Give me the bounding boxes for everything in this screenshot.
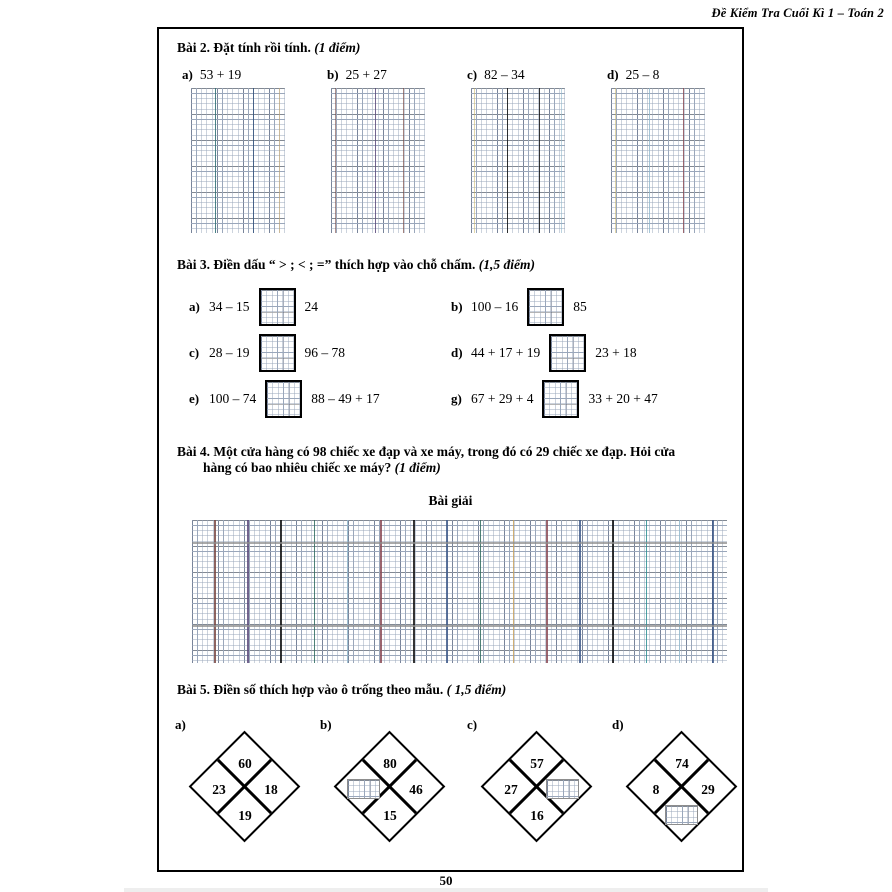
bai3-item-label: c) <box>189 345 200 360</box>
bai4-heading-line2 <box>203 460 733 476</box>
diamond-value-left: 23 <box>212 782 226 797</box>
grid-accent-line <box>683 88 684 233</box>
footer-divider-strip <box>124 888 768 892</box>
bai3-heading <box>177 257 535 273</box>
bai3-row <box>171 284 731 330</box>
grid-accent-line <box>615 88 616 233</box>
bai2-worksheet-grid-d[interactable] <box>611 88 705 233</box>
bai2-heading <box>177 40 360 56</box>
bai3-answer-blank[interactable] <box>527 288 564 326</box>
bai5-heading <box>177 682 506 698</box>
bai3-right-expression: 85 <box>573 299 587 314</box>
bai3-item-a <box>189 284 318 330</box>
grid-accent-line <box>507 88 508 233</box>
bai3-left-expression: 28 – 19 <box>209 345 250 360</box>
grid-accent-line <box>474 88 475 233</box>
bai4-solution-label: Bài giải <box>428 493 473 508</box>
grid-accent-rule <box>192 625 727 627</box>
bai2-problem-d <box>607 66 659 84</box>
bai3-item-label: d) <box>451 345 463 360</box>
grid-accent-line <box>375 88 376 233</box>
worksheet-page-frame <box>157 27 744 872</box>
bai3-item-b <box>451 284 587 330</box>
bai3-item-e <box>189 376 380 422</box>
diamond-value-bottom: 15 <box>383 808 397 823</box>
bai2-problem-label: d) <box>607 67 619 82</box>
bai2-points: (1 điểm) <box>314 40 361 55</box>
bai2-worksheet-grid-b[interactable] <box>331 88 425 233</box>
bai3-right-expression: 96 – 78 <box>304 345 345 360</box>
bai2-problem-c <box>467 66 525 84</box>
diamond-figure <box>189 731 301 843</box>
bai3-heading-text: Bài 3. Điền dấu “ > ; < ; =” thích hợp vào chỗ chấm. <box>177 257 476 272</box>
diamond-blank-cell-right[interactable] <box>546 779 579 799</box>
diamond-value-top: 80 <box>383 756 397 771</box>
bai3-right-expression: 33 + 20 + 47 <box>588 391 658 406</box>
bai5-item-label: a) <box>175 717 186 732</box>
diamond-value-top: 57 <box>530 756 544 771</box>
diamond-figure <box>481 731 593 843</box>
grid-accent-line <box>403 88 404 233</box>
bai4-answer-grid[interactable] <box>192 520 727 663</box>
bai3-answer-blank[interactable] <box>259 334 296 372</box>
bai4-heading <box>177 444 733 476</box>
bai2-problem-expression: 53 + 19 <box>199 67 242 82</box>
diamond-value-right: 18 <box>264 782 278 797</box>
bai4-points: (1 điểm) <box>394 460 441 476</box>
bai2-heading-text: Bài 2. Đặt tính rồi tính. <box>177 40 311 55</box>
bai2-problem-label: a) <box>182 67 193 82</box>
grid-accent-rule <box>192 542 727 544</box>
bai5-heading-text: Bài 5. Điền số thích hợp vào ô trống theo mẫu. <box>177 682 444 697</box>
bai2-problem-b <box>327 66 387 84</box>
bai3-item-c <box>189 330 345 376</box>
bai5-diamond-b <box>312 717 457 857</box>
bai5-diamonds-row <box>167 717 741 857</box>
bai2-problem-expression: 82 – 34 <box>484 67 525 82</box>
bai3-item-label: b) <box>451 299 463 314</box>
diamond-figure <box>626 731 738 843</box>
bai2-problem-label: b) <box>327 67 339 82</box>
diamond-value-right: 29 <box>701 782 715 797</box>
bai3-left-expression: 100 – 16 <box>471 299 519 314</box>
bai3-row <box>171 376 731 422</box>
bai3-left-expression: 34 – 15 <box>209 299 250 314</box>
bai2-worksheet-grid-a[interactable] <box>191 88 285 233</box>
bai3-right-expression: 23 + 18 <box>595 345 637 360</box>
grid-accent-line <box>539 88 540 233</box>
diamond-blank-cell-left[interactable] <box>347 779 380 799</box>
bai3-right-expression: 88 – 49 + 17 <box>311 391 380 406</box>
bai3-answer-blank[interactable] <box>542 380 579 418</box>
diamond-value-bottom: 19 <box>238 808 252 823</box>
grid-accent-line <box>279 88 280 233</box>
bai2-worksheet-grid-c[interactable] <box>471 88 565 233</box>
bai3-item-label: e) <box>189 391 200 406</box>
bai2-problem-a <box>182 66 241 84</box>
bai3-left-expression: 67 + 29 + 4 <box>471 391 534 406</box>
diamond-value-right: 46 <box>409 782 423 797</box>
bai3-points: (1,5 điểm) <box>478 257 535 272</box>
bai3-row <box>171 330 731 376</box>
document-header-title: Đề Kiểm Tra Cuối Kì 1 – Toán 2 <box>711 6 884 20</box>
bai3-answer-blank[interactable] <box>549 334 586 372</box>
bai3-item-d <box>451 330 637 376</box>
bai3-item-label: g) <box>451 391 462 406</box>
grid-accent-line <box>215 88 216 233</box>
bai3-right-expression: 24 <box>304 299 318 314</box>
bai4-heading-line2-text: hàng có bao nhiêu chiếc xe máy? <box>203 460 392 476</box>
diamond-value-bottom: 16 <box>530 808 544 823</box>
bai4-heading-line1: Bài 4. Một cửa hàng có 98 chiếc xe đạp và xe máy, trong đó có 29 chiếc xe đạp. Hỏi cửa <box>177 444 676 459</box>
diamond-value-left: 27 <box>504 782 518 797</box>
grid-accent-line <box>253 88 254 233</box>
bai2-problem-label: c) <box>467 67 478 82</box>
bai5-diamond-d <box>604 717 749 857</box>
diamond-value-top: 60 <box>238 756 252 771</box>
grid-accent-line <box>649 88 650 233</box>
bai3-answer-blank[interactable] <box>259 288 296 326</box>
bai2-problem-expression: 25 – 8 <box>625 67 660 82</box>
bai5-points: ( 1,5 điểm) <box>446 682 507 697</box>
bai5-item-label: b) <box>320 717 332 732</box>
diamond-blank-cell-bottom[interactable] <box>665 805 698 825</box>
bai2-answer-grids <box>177 88 729 236</box>
bai3-item-g <box>451 376 658 422</box>
bai3-left-expression: 44 + 17 + 19 <box>471 345 541 360</box>
bai5-item-label: d) <box>612 717 624 732</box>
bai5-diamond-c <box>459 717 604 857</box>
page-number: 50 <box>439 873 453 888</box>
bai5-diamond-a <box>167 717 312 857</box>
bai3-item-label: a) <box>189 299 200 314</box>
bai5-item-label: c) <box>467 717 478 732</box>
bai2-problem-row <box>177 66 729 84</box>
diamond-figure <box>334 731 446 843</box>
bai3-left-expression: 100 – 74 <box>209 391 257 406</box>
diamond-value-left: 8 <box>652 782 660 797</box>
bai3-answer-blank[interactable] <box>265 380 302 418</box>
diamond-value-top: 74 <box>675 756 689 771</box>
grid-accent-line <box>561 88 562 233</box>
bai2-problem-expression: 25 + 27 <box>345 67 387 82</box>
grid-accent-line <box>335 88 336 233</box>
